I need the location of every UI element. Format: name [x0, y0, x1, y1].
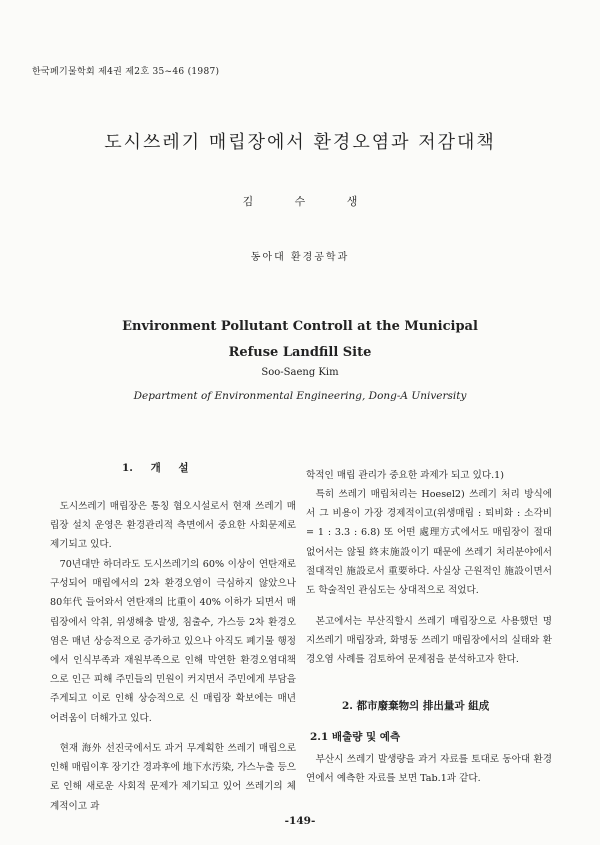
right-para2: 특히 쓰레기 매립처리는 Hoesel2) 쓰레기 처리 방식에서 그 비용이 가장 경제적이고(위생매립 : 퇴비화 : 소각비 = 1 : 3.3 : 6.8) 또 어떤 處理方式에서도 매립장이 절대 없어서는 않될 終末施設이기 때문에 쓰레기 처리분야에서 절대적인 施設로서 重要하다. 사실상 근원적인 施設이면서도 학술적인 관심도는 상대적으로 적었다. [306, 489, 552, 597]
right-para1: 학적인 매립 관리가 중요한 과제가 되고 있다.1) [306, 470, 505, 481]
paper-title-korean: 도시쓰레기 매립장에서 환경오염과 저감대책 [104, 132, 496, 153]
right-para3: 본고에서는 부산직할시 쓰레기 매립장으로 사용했던 명지쓰레기 매립장과, 화명동 쓰레기 매립장에서의 실태와 환경오염 사례를 검토하여 문제점을 분석하고자 한다. [306, 616, 552, 666]
author-english: Soo-Saeng Kim [261, 367, 339, 378]
left-para1: 도시쓰레기 매립장은 통칭 혐오시설로서 현재 쓰레기 매립장 설치 운영은 환경관리적 측면에서 중요한 사회문제로 제기되고 있다. [50, 501, 296, 551]
title-en-line2: Refuse Landfill Site [228, 345, 372, 360]
section2-heading: 2. 都市廢棄物의 排出量과 組成 [342, 700, 490, 712]
journal-citation: 한국폐기물학회 제4권 제2호 35~46 (1987) [32, 67, 220, 77]
author-korean: 김 수 생 [242, 195, 358, 208]
paper-title-english [0, 314, 600, 366]
right-para4: 부산시 쓰레기 발생량을 과거 자료를 토대로 동아대 환경연에서 예측한 자료를 보면 Tab.1과 같다. [306, 754, 552, 785]
section1-heading: 1. 개 설 [122, 462, 189, 474]
title-en-line1: Environment Pollutant Controll at the Municipal [122, 319, 478, 334]
section21-heading: 2.1 배출량 및 예측 [310, 731, 401, 743]
page-number: -149- [284, 815, 316, 827]
affiliation-english: Department of Environmental Engineering, Dong-A University [133, 390, 467, 402]
left-para2: 70년대만 하더라도 도시쓰레기의 60% 이상이 연탄재로 구성되어 매립에서의 2차 환경오염이 극심하지 않았으나 80年代 들어와서 연탄재의 比重이 40% 이하가 되면서 매립장에서 악취, 위생해충 발생, 침출수, 가스등 2차 환경오염은 매년 상승적으로 증가하고 있으나 아직도 폐기물 행정에서 인식부족과 재원부족으로 인해 막연한 환경오염대책으로 인근 피해 주민들의 민원이 커지면서 주민에게 부담을 주게되고 이로 인해 상승적으로 신 매립장 확보에는 매년 어려움이 더해가고 있다. [50, 559, 296, 724]
left-para3: 현재 海外 선진국에서도 과거 무계획한 쓰레기 매립으로 인해 매립이후 장기간 경과후에 地下水汚染, 가스누출 등으로 인해 새로운 사회적 문제가 제기되고 있어 쓰레기의 체계적이고 과 [50, 743, 296, 812]
affiliation-korean: 동아대 환경공학과 [250, 252, 350, 263]
